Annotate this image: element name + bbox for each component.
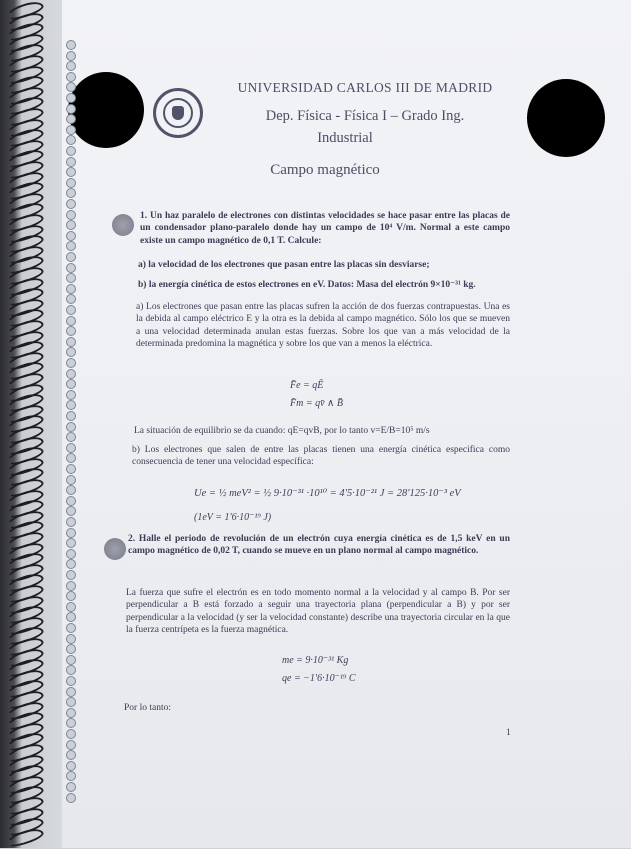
binding-hole (66, 496, 76, 506)
binding-hole (66, 411, 76, 421)
page-number: 1 (506, 728, 511, 738)
spiral-binding (0, 0, 70, 848)
binding-hole (66, 475, 76, 485)
equilibrium-condition: La situación de equilibrio se da cuando: qE=qvB, por lo tanto v=E/B=10⁵ m/s (134, 426, 430, 436)
binding-hole (66, 104, 76, 114)
binding-hole (66, 549, 76, 559)
binding-hole (66, 178, 76, 188)
punch-hole-right (527, 79, 605, 157)
problem1-part-b: b) la energía cinética de estos electrones en eV. Datos: Masa del electrón 9×10⁻³¹ kg. (138, 280, 476, 290)
binding-hole (66, 93, 76, 103)
binding-hole (66, 528, 76, 538)
binding-hole (66, 570, 76, 580)
binding-hole (66, 740, 76, 750)
problem2-answer: La fuerza que sufre el electrón es en todo momento normal a la velocidad y al campo B. Por ser perpendicular a B está forzado a seguir una trayectoria plana (perpendicular a B) y por ser perpendicular a la velocidad (y ser la velocidad constante) describe una trayectoria circular en la que la fuerza centrípeta es la fuerza magnética. (126, 588, 510, 636)
binding-hole (66, 655, 76, 665)
binding-hole (66, 687, 76, 697)
problem1-answer-a: a) Los electrones que pasan entre las placas sufren la acción de dos fuerzas contrapuestas. Una es la debida al campo eléctrico E y la otra es la debida al campo magnético. Sólo los que se mueven a una velocidad determinada anulan estas fuerzas. Sobre los que van a más velocidad de la determinada predomina la magnética y sobre los que van a menos la eléctrica. (136, 302, 510, 350)
binding-hole (66, 146, 76, 156)
problem2-statement: 2. Halle el periodo de revolución de un electrón cuya energía cinética es de 1,5 keV en un campo magnético de 0,02 T, cuando se mueve en un plano normal al campo magnético. (128, 534, 510, 557)
equation-electron-mass: me = 9·10⁻³¹ Kg (282, 655, 349, 666)
problem1-answer-b: b) Los electrones que salen de entre las placas tienen una energía cinética especifica como consecuencia de tener una velocidad específica: (132, 445, 510, 468)
binding-hole (66, 305, 76, 315)
department-line1: Dep. Física - Física I – Grado Ing. (265, 108, 465, 124)
binding-hole (66, 231, 76, 241)
binding-hole (66, 517, 76, 527)
binding-hole (66, 125, 76, 135)
problem-marker-icon (112, 214, 134, 236)
binding-hole (66, 782, 76, 792)
binding-hole (66, 157, 76, 167)
binding-hole (66, 443, 76, 453)
problem1-part-a: a) la velocidad de los electrones que pasan entre las placas sin desviarse; (138, 260, 430, 270)
binding-hole (66, 634, 76, 644)
binding-hole (66, 210, 76, 220)
problem-marker-icon (104, 538, 126, 560)
binding-hole (66, 316, 76, 326)
department-line2: Industrial (317, 130, 373, 146)
binding-hole (66, 708, 76, 718)
binding-hole (66, 51, 76, 61)
page-title: Campo magnético (270, 162, 380, 178)
punch-hole-left (68, 72, 144, 148)
equation-kinetic-energy: Ue = ½ meV² = ½ 9·10⁻³¹ ·10¹⁰ = 4'5·10⁻²¹ J = 28'125·10⁻³ eV (194, 488, 461, 499)
binding-hole (66, 602, 76, 612)
binding-hole (66, 199, 76, 209)
binding-hole (66, 252, 76, 262)
binding-hole (66, 358, 76, 368)
binding-hole (66, 581, 76, 591)
binding-hole (66, 284, 76, 294)
binding-hole (66, 464, 76, 474)
binding-hole (66, 729, 76, 739)
conclusion-text: Por lo tanto: (124, 703, 171, 713)
binding-hole (66, 793, 76, 803)
binding-hole (66, 263, 76, 273)
binding-hole (66, 422, 76, 432)
binding-hole (66, 40, 76, 50)
equation-electric-force: F̄e = qĒ (290, 380, 324, 391)
binding-hole (66, 623, 76, 633)
equation-magnetic-force: F̄m = qv̄ ∧ B̄ (290, 398, 343, 409)
binding-hole (66, 676, 76, 686)
binding-hole (66, 761, 76, 771)
binding-hole (66, 390, 76, 400)
university-name: UNIVERSIDAD CARLOS III DE MADRID (237, 80, 493, 95)
problem1-statement: 1. Un haz paralelo de electrones con distintas velocidades se hace pasar entre las placas de un condensador plano-paralelo donde hay un campo de 10⁴ V/m. Normal a este campo existe un campo magnético de 0,1 T. Calcule: (140, 211, 510, 246)
binding-hole (66, 369, 76, 379)
binding-hole (66, 72, 76, 82)
equation-electron-charge: qe = −1'6·10⁻¹⁹ C (282, 673, 356, 684)
equation-electronvolt: (1eV = 1'6·10⁻¹⁹ J) (194, 512, 272, 523)
binding-hole (66, 337, 76, 347)
